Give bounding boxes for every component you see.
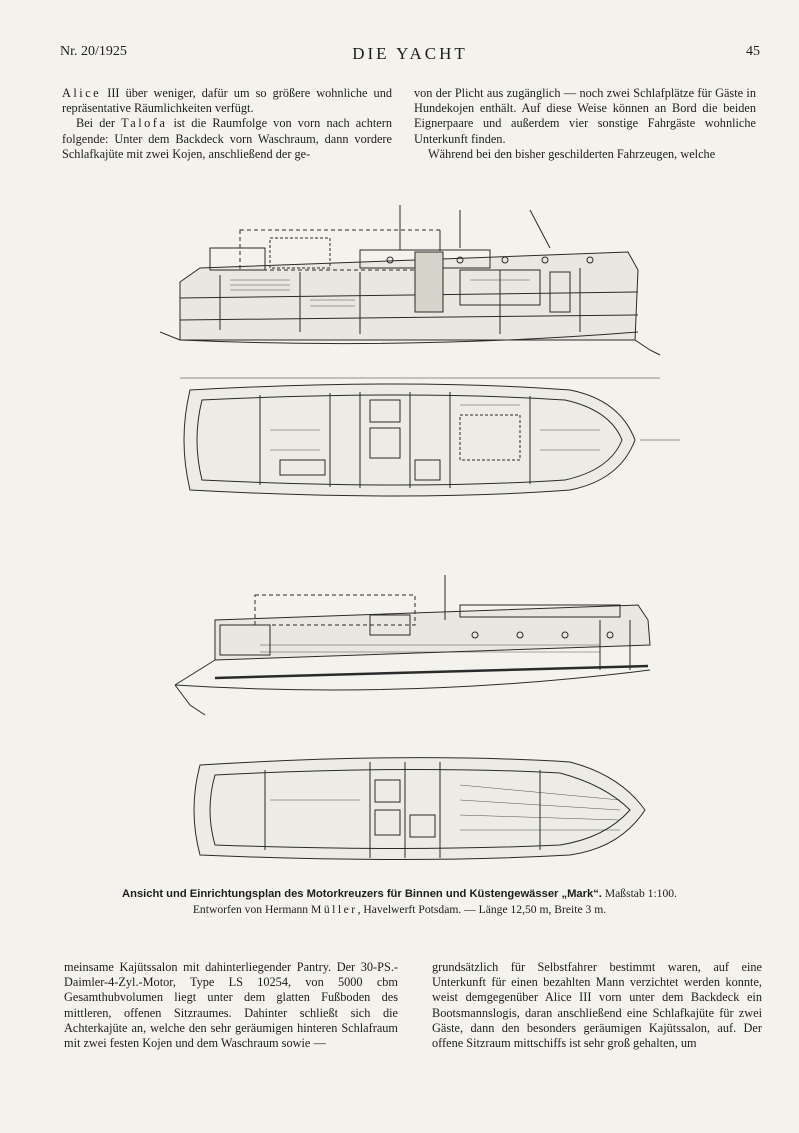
- paragraph: meinsame Kajütssalon mit dahinterliegender Pantry. Der 30-PS.-Daimler-4-Zyl.-Motor, Type LS 10254, von 5000 cbm Gesamthubvolumen liegt unter dem glatten Fußboden des mittleren, offenen Sitzraumes. Dahinter schließt sich die Achterkajüte an, welche den sehr geräumigen hinteren Schlafraum mit zwei festen Kojen und dem Waschraum sowie —: [64, 960, 398, 1051]
- side-elevation-2: [175, 575, 650, 715]
- running-header: [60, 44, 760, 68]
- plan-view-1: [180, 378, 680, 496]
- caption-title: Ansicht und Einrichtungsplan des Motorkreuzers für Binnen und Küstengewässer „Mark“.: [122, 888, 602, 900]
- paragraph: von der Plicht aus zugänglich — noch zwei Schlafplätze für Gäste in Hundekojen enthält. Auf diese Weise können an Bord die beiden Eignerpaare und außerdem vier sonstige Fahrgäste wohnliche Unterkunft finden.: [414, 86, 756, 146]
- figure-caption: [0, 886, 799, 918]
- page-number: 45: [746, 44, 760, 59]
- text-column-top-right: [414, 86, 756, 162]
- plan-view-2: [194, 758, 645, 860]
- journal-title: DIE YACHT: [352, 44, 468, 63]
- text-column-bottom-right: [432, 960, 762, 1051]
- paragraph: Bei der Talofa ist die Raumfolge von vorn nach achtern folgende: Unter dem Backdeck vorn Waschraum, dann vordere Schlafkajüte mit zwei Kojen, anschließend der ge-: [62, 116, 392, 161]
- side-elevation-1: [160, 205, 660, 355]
- designer-name: Müller: [311, 903, 358, 916]
- paragraph: Alice III über weniger, dafür um so größere wohnliche und repräsentative Räumlichkeiten verfügt.: [62, 86, 392, 116]
- caption-scale: Maßstab 1:100.: [601, 887, 677, 900]
- caption-line-1: [0, 886, 799, 902]
- boat-plan-drawing: [160, 200, 690, 870]
- issue-number: Nr. 20/1925: [60, 44, 127, 59]
- boat-plan-figure: [160, 200, 690, 870]
- text-column-bottom-left: [64, 960, 398, 1051]
- yacht-name-talofa: Talofa: [121, 116, 168, 131]
- text-column-top-left: [62, 86, 392, 162]
- paragraph: Während bei den bisher geschilderten Fahrzeugen, welche: [428, 146, 716, 161]
- yacht-name-alice: Alice: [62, 86, 102, 100]
- paragraph: grundsätzlich für Selbstfahrer bestimmt waren, auf eine Unterkunft für einen bezahlten Mann verzichtet werden konnte, weist demgegenüber Alice III vorn unter dem Backdeck ein Bootsmannslogis, daran anschließend eine Schlafkajüte für zwei Gäste, dann den besonders geräumigen Kajütssalon, auf. Der offene Sitzraum mittschiffs ist sehr groß gehalten, um: [432, 960, 762, 1051]
- caption-line-2: Entworfen von Hermann Müller, Havelwerft Potsdam. — Länge 12,50 m, Breite 3 m.: [192, 903, 607, 916]
